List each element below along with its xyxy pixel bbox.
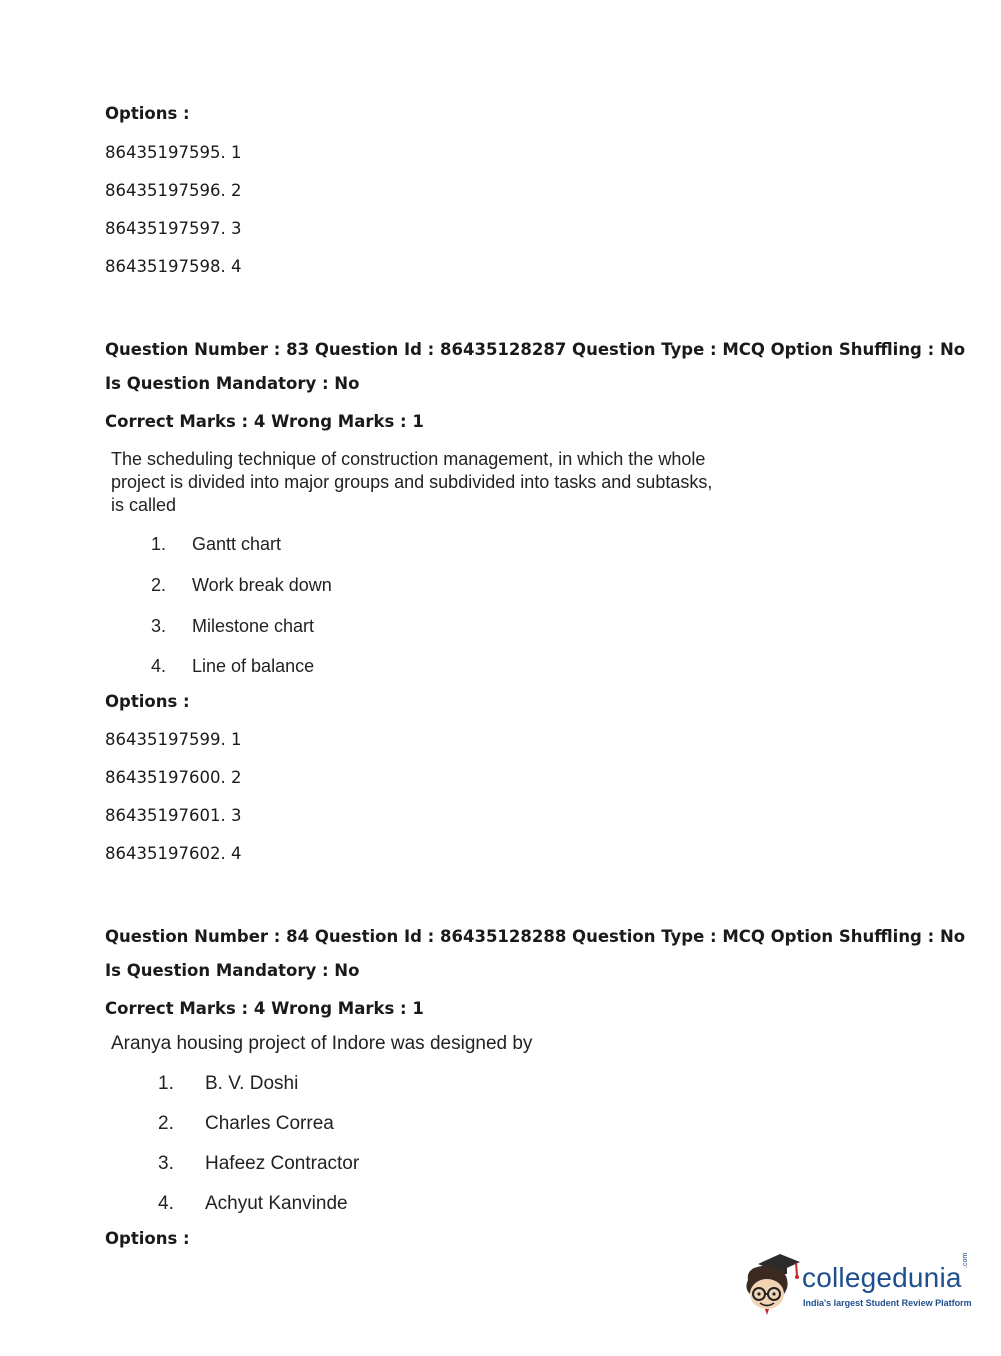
- choice-label: B. V. Doshi: [205, 1073, 299, 1094]
- options-label: Options :: [105, 1229, 190, 1248]
- question-marks: Correct Marks : 4 Wrong Marks : 1: [105, 999, 424, 1018]
- question-header: Question Number : 84 Question Id : 86435128288 Question Type : MCQ Option Shuffling : No: [105, 927, 966, 946]
- choice-label: Line of balance: [192, 656, 315, 676]
- collegedunia-logo: [740, 1250, 970, 1320]
- student-mascot-icon: [740, 1250, 802, 1316]
- question-mandatory: Is Question Mandatory : No: [105, 374, 360, 393]
- option-id: 86435197600. 2: [105, 768, 242, 787]
- question-mandatory: Is Question Mandatory : No: [105, 961, 360, 980]
- choice-number: 3.: [151, 616, 167, 636]
- option-id: 86435197596. 2: [105, 181, 242, 200]
- choice-number: 1.: [151, 534, 167, 554]
- options-label: Options :: [105, 104, 190, 123]
- choice-label: Achyut Kanvinde: [205, 1193, 348, 1214]
- choice-label: Milestone chart: [192, 616, 315, 636]
- option-id: 86435197595. 1: [105, 143, 242, 162]
- choice-label: Hafeez Contractor: [205, 1153, 360, 1174]
- question-text: The scheduling technique of construction management, in which the whole project is divided into major groups and subdivided into tasks and subtasks, is called: [111, 449, 713, 515]
- choice-label: Charles Correa: [205, 1113, 334, 1134]
- option-id: 86435197602. 4: [105, 844, 242, 863]
- choice-label: Work break down: [192, 575, 332, 595]
- logo-wordmark: collegedunia: [802, 1262, 962, 1293]
- choice-number: 2.: [158, 1113, 174, 1134]
- question-text: Aranya housing project of Indore was designed by: [111, 1033, 533, 1054]
- option-id: 86435197601. 3: [105, 806, 242, 825]
- choice-number: 4.: [151, 656, 167, 676]
- question-header: Question Number : 83 Question Id : 86435128287 Question Type : MCQ Option Shuffling : No: [105, 340, 966, 359]
- choice-number: 2.: [151, 575, 167, 595]
- option-id: 86435197598. 4: [105, 257, 242, 276]
- choice-number: 1.: [158, 1073, 174, 1094]
- choice-number: 3.: [158, 1153, 174, 1174]
- logo-tagline: India's largest Student Review Platform: [803, 1298, 972, 1308]
- logo-domain: .com: [962, 1252, 969, 1268]
- question-marks: Correct Marks : 4 Wrong Marks : 1: [105, 412, 424, 431]
- choice-label: Gantt chart: [192, 534, 282, 554]
- option-id: 86435197597. 3: [105, 219, 242, 238]
- options-label: Options :: [105, 692, 190, 711]
- choice-number: 4.: [158, 1193, 174, 1214]
- option-id: 86435197599. 1: [105, 730, 242, 749]
